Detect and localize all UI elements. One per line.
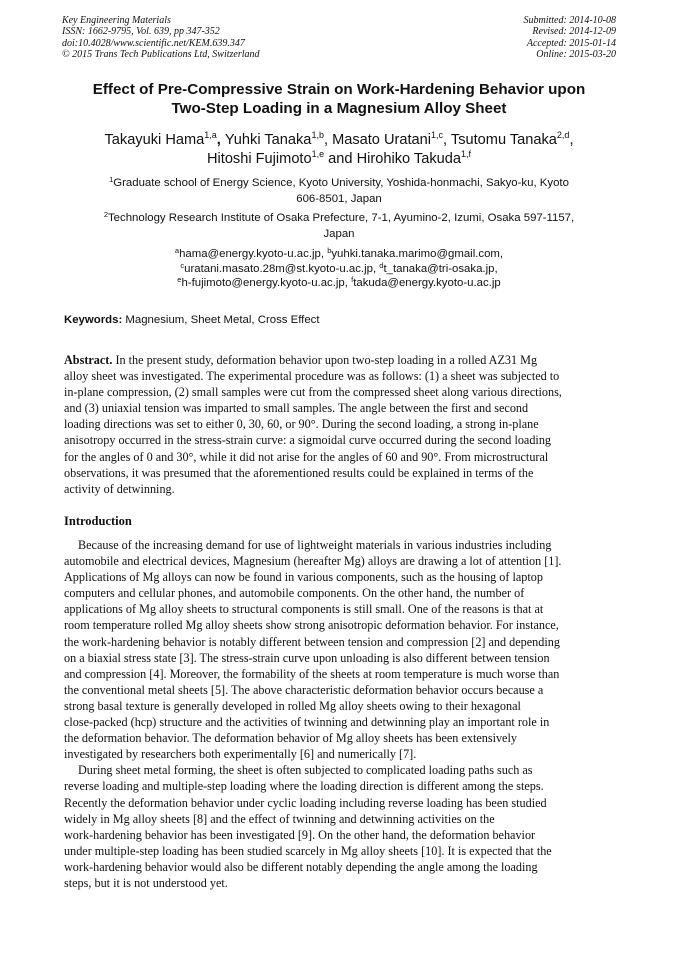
introduction-body (64, 537, 614, 891)
abstract-line: in-plane compression, (2) small samples were cut from the compressed sheet along various directions, (64, 385, 562, 400)
paragraph-line: reverse loading and multiple-step loading where the loading direction is different among the steps. (64, 779, 544, 794)
author-emails (62, 247, 616, 291)
paragraph-line: room temperature rolled Mg alloy sheets show strong anisotropic deformation behavior. For instance, (64, 618, 559, 633)
paragraph-line: work-hardening behavior would also be different notably depending the angle among the loading (64, 859, 538, 874)
paragraph-line: close-packed (hcp) structure and the activities of twinning and detwinning play an important role in (64, 715, 550, 730)
author-name: Takayuki Hama (104, 132, 205, 148)
revised-date: Revised: 2014-12-09 (532, 26, 616, 38)
email-marker: a (174, 246, 180, 255)
author-name: Hitoshi Fujimoto (206, 151, 312, 167)
paragraph-line: the deformation behavior. The deformation behavior of Mg alloy sheets has been extensively (64, 731, 517, 746)
keywords-text: Magnesium, Sheet Metal, Cross Effect (122, 314, 320, 326)
paragraph-line: on a biaxial stress state [3]. The stress-strain curve upon unloading is also different between tension (64, 650, 550, 665)
abstract-line: activity of detwinning. (64, 481, 175, 496)
abstract-label: Abstract. (64, 353, 113, 367)
affiliation-2 (62, 211, 616, 242)
abstract-line-text: In the present study, deformation behavior upon two-step loading in a rolled AZ31 Mg (112, 353, 538, 367)
author-affiliation-marker: 1,f (460, 149, 471, 159)
accepted-date: Accepted: 2015-01-14 (526, 37, 616, 49)
abstract-line: observations, it was presumed that the aforementioned results could be explained in terms of the (64, 465, 534, 480)
author-affiliation-marker: 1,b (311, 130, 324, 140)
author-separator: , (569, 132, 574, 148)
paragraph-line: under multiple-step loading has been studied scarcely in Mg alloy sheets [10]. It is expected that the (64, 843, 552, 858)
paragraph-line: the work-hardening behavior is notably different between tension and compression [2] and depending (64, 634, 560, 649)
author-separator: , (443, 132, 451, 148)
email-marker: b (327, 246, 332, 255)
author-line (50, 150, 628, 169)
issn-line: ISSN: 1662-9795, Vol. 639, pp 347-352 (62, 26, 220, 38)
affiliation-text: Technology Research Institute of Osaka Prefecture, 7-1, Ayumino-2, Izumi, Osaka 597-1157, (107, 212, 575, 224)
submission-dates (524, 15, 617, 61)
keywords-label: Keywords: (64, 314, 123, 326)
title-line: Effect of Pre-Compressive Strain on Work-Hardening Behavior upon (92, 81, 586, 98)
doi-line: doi:10.4028/www.scientific.net/KEM.639.347 (62, 37, 245, 49)
abstract-line: anisotropy occurred in the stress-strain curve: a sigmoidal curve occurred during the second loading (64, 433, 552, 448)
email-address: yuhki.tanaka.marimo@gmail.com, (331, 248, 504, 260)
email-address: hama@energy.kyoto-u.ac.jp, (179, 248, 328, 260)
paragraph-line: Recently the deformation behavior under cyclic loading including reverse loading has been studied (64, 795, 547, 810)
author-separator: , (216, 132, 225, 148)
email-address: uratani.masato.28m@st.kyoto-u.ac.jp, (184, 262, 380, 275)
email-row (62, 276, 616, 291)
affiliation-number: 2 (103, 210, 108, 219)
affiliation-line: 606-8501, Japan (296, 192, 382, 205)
paragraph-line: strong basal texture is generally developed in rolled Mg alloy sheets owing to their hexagonal (64, 698, 521, 713)
author-name: Yuhki Tanaka (224, 132, 312, 148)
journal-info (62, 15, 260, 61)
email-marker: d (379, 260, 384, 270)
author-name: Tsutomu Tanaka (450, 132, 557, 148)
affiliation-line (62, 176, 616, 192)
abstract-line: and (3) uniaxial tension was imparted to small samples. The angle between the first and second (64, 401, 529, 416)
author-name: Hirohiko Takuda (356, 151, 461, 167)
author-separator: and (324, 151, 357, 167)
paragraph-line: During sheet metal forming, the sheet is often subjected to complicated loading paths such as (78, 763, 533, 778)
paragraph-line: automobile and electrical devices, Magnesium (hereafter Mg) alloys are drawing a lot of attention [1]. (64, 554, 562, 569)
keywords (64, 314, 618, 326)
abstract-line: for the angles of 0 and 30°, while it did not arise for the angles of 60 and 90°. From microstructural (64, 449, 549, 464)
author-list (50, 131, 628, 169)
email-address: h-fujimoto@energy.kyoto-u.ac.jp, (181, 277, 352, 290)
paragraph-line: widely in Mg alloy sheets [8] and the effect of twinning and detwinning activities on the (64, 811, 495, 826)
author-affiliation-marker: 1,a (204, 130, 217, 140)
journal-name: Key Engineering Materials (62, 15, 171, 26)
copyright-line: © 2015 Trans Tech Publications Ltd, Switzerland (62, 49, 260, 61)
author-separator: , (323, 132, 333, 148)
paragraph-line: and compression [4]. Moreover, the formability of the sheets at room temperature is much worse than (64, 666, 560, 681)
email-address: t_tanaka@tri-osaka.jp, (383, 262, 498, 275)
paragraph-line: applications of Mg alloy sheets to structural components is still small. One of the reasons is that at (64, 602, 544, 617)
online-date: Online: 2015-03-20 (536, 49, 616, 61)
section-heading: Introduction (64, 514, 132, 528)
paragraph-line: work-hardening behavior has been investigated [9]. On the other hand, the deformation behavior (64, 827, 536, 842)
email-row (62, 262, 616, 277)
affiliation-line: Japan (323, 227, 355, 240)
email-row (62, 247, 616, 262)
email-marker: e (177, 275, 182, 285)
email-marker: c (180, 260, 185, 270)
author-affiliation-marker: 1,c (431, 130, 444, 140)
affiliation-line (62, 211, 616, 227)
paragraph-line: Because of the increasing demand for use of lightweight materials in various industries including (78, 538, 552, 552)
author-name: Masato Uratani (332, 132, 432, 148)
abstract-line (64, 352, 614, 368)
affiliation-text: Graduate school of Energy Science, Kyoto University, Yoshida-honmachi, Sakyo-ku, Kyoto (113, 177, 569, 189)
abstract (64, 352, 614, 497)
paper-title (62, 80, 616, 118)
abstract-line: alloy sheet was investigated. The experimental procedure was as follows: (1) a sheet was subjected to (64, 369, 560, 384)
paragraph-line: the conventional metal sheets [5]. The above characteristic deformation behavior occurs because a (64, 682, 544, 697)
author-affiliation-marker: 1,e (311, 149, 325, 159)
author-affiliation-marker: 2,d (556, 130, 570, 140)
title-line: Two-Step Loading in a Magnesium Alloy Sheet (171, 100, 507, 117)
affiliation-1 (62, 176, 616, 207)
paragraph-line: investigated by researchers both experimentally [6] and numerically [7]. (64, 747, 417, 762)
email-marker: f (351, 275, 354, 285)
abstract-line: loading directions was set to either 0, 30, 60, or 90°. During the second loading, a strong in-plane (64, 417, 539, 432)
paragraph-line: steps, but it is not understood yet. (64, 875, 228, 890)
email-address: takuda@energy.kyoto-u.ac.jp (353, 277, 501, 290)
author-line (50, 131, 628, 150)
paragraph-line: Applications of Mg alloys can now be found in various components, such as the housing of laptop (64, 570, 543, 585)
paragraph-line: computers and cellular phones, and automobile components. On the other hand, the number of (64, 586, 525, 601)
submitted-date: Submitted: 2014-10-08 (523, 15, 616, 26)
affiliation-number: 1 (109, 175, 114, 184)
